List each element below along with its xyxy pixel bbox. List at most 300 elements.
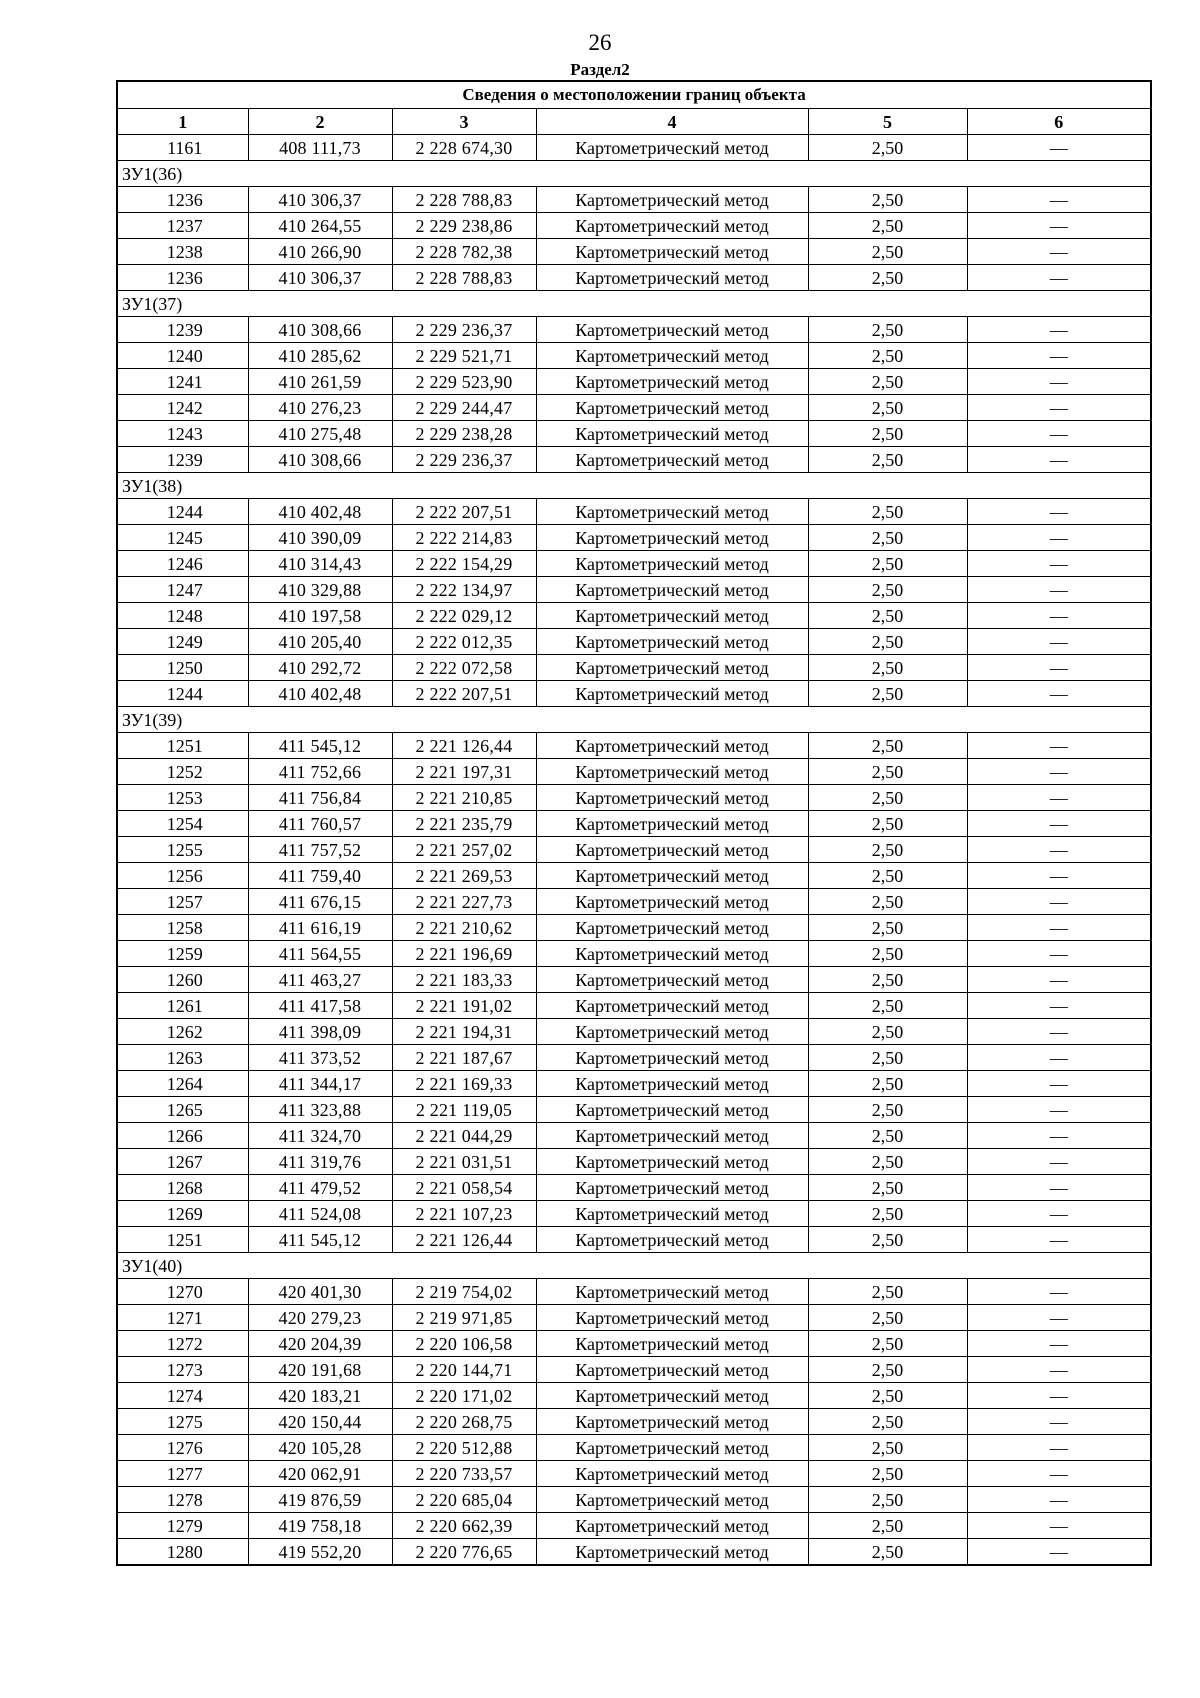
table-row [117, 317, 1151, 343]
description-cell: — [967, 915, 1151, 941]
column-number: 5 [808, 109, 967, 135]
table-row [117, 655, 1151, 681]
table-row [117, 629, 1151, 655]
table-row [117, 941, 1151, 967]
accuracy-cell: 2,50 [808, 551, 967, 577]
column-number: 4 [536, 109, 808, 135]
method-cell: Картометрический метод [536, 1435, 808, 1461]
method-cell: Картометрический метод [536, 759, 808, 785]
x-coordinate-cell: 411 479,52 [248, 1175, 392, 1201]
method-cell: Картометрический метод [536, 577, 808, 603]
y-coordinate-cell: 2 222 134,97 [392, 577, 536, 603]
point-number-cell: 1237 [117, 213, 248, 239]
x-coordinate-cell: 410 314,43 [248, 551, 392, 577]
x-coordinate-cell: 411 759,40 [248, 863, 392, 889]
x-coordinate-cell: 420 279,23 [248, 1305, 392, 1331]
y-coordinate-cell: 2 229 236,37 [392, 317, 536, 343]
point-number-cell: 1244 [117, 681, 248, 707]
x-coordinate-cell: 419 758,18 [248, 1513, 392, 1539]
method-cell: Картометрический метод [536, 1383, 808, 1409]
x-coordinate-cell: 419 876,59 [248, 1487, 392, 1513]
table-row [117, 551, 1151, 577]
y-coordinate-cell: 2 221 044,29 [392, 1123, 536, 1149]
y-coordinate-cell: 2 220 662,39 [392, 1513, 536, 1539]
accuracy-cell: 2,50 [808, 395, 967, 421]
method-cell: Картометрический метод [536, 785, 808, 811]
column-number: 2 [248, 109, 392, 135]
point-number-cell: 1236 [117, 187, 248, 213]
group-row [117, 473, 1151, 499]
accuracy-cell: 2,50 [808, 1227, 967, 1253]
method-cell: Картометрический метод [536, 1331, 808, 1357]
coordinates-table [116, 80, 1152, 1566]
accuracy-cell: 2,50 [808, 317, 967, 343]
x-coordinate-cell: 411 545,12 [248, 733, 392, 759]
x-coordinate-cell: 410 197,58 [248, 603, 392, 629]
table-row [117, 1175, 1151, 1201]
parcel-label: ЗУ1(38) [117, 473, 1151, 499]
method-cell: Картометрический метод [536, 1409, 808, 1435]
accuracy-cell: 2,50 [808, 499, 967, 525]
table-row [117, 499, 1151, 525]
parcel-label: ЗУ1(40) [117, 1253, 1151, 1279]
method-cell: Картометрический метод [536, 941, 808, 967]
method-cell: Картометрический метод [536, 1487, 808, 1513]
accuracy-cell: 2,50 [808, 1305, 967, 1331]
table-row [117, 265, 1151, 291]
group-row [117, 291, 1151, 317]
accuracy-cell: 2,50 [808, 629, 967, 655]
x-coordinate-cell: 411 676,15 [248, 889, 392, 915]
method-cell: Картометрический метод [536, 1357, 808, 1383]
accuracy-cell: 2,50 [808, 1279, 967, 1305]
point-number-cell: 1254 [117, 811, 248, 837]
x-coordinate-cell: 410 264,55 [248, 213, 392, 239]
y-coordinate-cell: 2 229 238,28 [392, 421, 536, 447]
description-cell: — [967, 863, 1151, 889]
description-cell: — [967, 1539, 1151, 1566]
table-row [117, 785, 1151, 811]
accuracy-cell: 2,50 [808, 1357, 967, 1383]
point-number-cell: 1238 [117, 239, 248, 265]
y-coordinate-cell: 2 229 244,47 [392, 395, 536, 421]
method-cell: Картометрический метод [536, 551, 808, 577]
point-number-cell: 1262 [117, 1019, 248, 1045]
y-coordinate-cell: 2 221 210,85 [392, 785, 536, 811]
y-coordinate-cell: 2 221 227,73 [392, 889, 536, 915]
description-cell: — [967, 317, 1151, 343]
y-coordinate-cell: 2 221 235,79 [392, 811, 536, 837]
accuracy-cell: 2,50 [808, 1123, 967, 1149]
method-cell: Картометрический метод [536, 1019, 808, 1045]
parcel-label: ЗУ1(36) [117, 161, 1151, 187]
group-row [117, 1253, 1151, 1279]
point-number-cell: 1260 [117, 967, 248, 993]
accuracy-cell: 2,50 [808, 1487, 967, 1513]
y-coordinate-cell: 2 221 210,62 [392, 915, 536, 941]
accuracy-cell: 2,50 [808, 187, 967, 213]
x-coordinate-cell: 410 306,37 [248, 187, 392, 213]
table-row [117, 577, 1151, 603]
y-coordinate-cell: 2 221 126,44 [392, 1227, 536, 1253]
table-row [117, 1409, 1151, 1435]
method-cell: Картометрический метод [536, 447, 808, 473]
parcel-label: ЗУ1(37) [117, 291, 1151, 317]
accuracy-cell: 2,50 [808, 811, 967, 837]
point-number-cell: 1270 [117, 1279, 248, 1305]
y-coordinate-cell: 2 222 214,83 [392, 525, 536, 551]
point-number-cell: 1251 [117, 1227, 248, 1253]
description-cell: — [967, 421, 1151, 447]
y-coordinate-cell: 2 220 171,02 [392, 1383, 536, 1409]
method-cell: Картометрический метод [536, 603, 808, 629]
y-coordinate-cell: 2 220 512,88 [392, 1435, 536, 1461]
table-row [117, 1279, 1151, 1305]
method-cell: Картометрический метод [536, 369, 808, 395]
point-number-cell: 1241 [117, 369, 248, 395]
point-number-cell: 1253 [117, 785, 248, 811]
x-coordinate-cell: 411 417,58 [248, 993, 392, 1019]
accuracy-cell: 2,50 [808, 837, 967, 863]
x-coordinate-cell: 411 373,52 [248, 1045, 392, 1071]
y-coordinate-cell: 2 229 523,90 [392, 369, 536, 395]
y-coordinate-cell: 2 221 169,33 [392, 1071, 536, 1097]
x-coordinate-cell: 411 545,12 [248, 1227, 392, 1253]
table-row [117, 1331, 1151, 1357]
point-number-cell: 1275 [117, 1409, 248, 1435]
method-cell: Картометрический метод [536, 421, 808, 447]
x-coordinate-cell: 410 306,37 [248, 265, 392, 291]
table-row [117, 447, 1151, 473]
y-coordinate-cell: 2 220 685,04 [392, 1487, 536, 1513]
y-coordinate-cell: 2 219 754,02 [392, 1279, 536, 1305]
point-number-cell: 1250 [117, 655, 248, 681]
table-caption: Сведения о местоположении границ объекта [117, 81, 1151, 109]
description-cell: — [967, 1357, 1151, 1383]
table-row [117, 1149, 1151, 1175]
accuracy-cell: 2,50 [808, 135, 967, 161]
column-number: 3 [392, 109, 536, 135]
accuracy-cell: 2,50 [808, 239, 967, 265]
column-number-row [117, 109, 1151, 135]
x-coordinate-cell: 411 323,88 [248, 1097, 392, 1123]
description-cell: — [967, 733, 1151, 759]
table-row [117, 889, 1151, 915]
table-row [117, 1071, 1151, 1097]
description-cell: — [967, 655, 1151, 681]
table-row [117, 1045, 1151, 1071]
accuracy-cell: 2,50 [808, 759, 967, 785]
method-cell: Картометрический метод [536, 1045, 808, 1071]
method-cell: Картометрический метод [536, 967, 808, 993]
y-coordinate-cell: 2 221 183,33 [392, 967, 536, 993]
method-cell: Картометрический метод [536, 1461, 808, 1487]
description-cell: — [967, 577, 1151, 603]
point-number-cell: 1236 [117, 265, 248, 291]
method-cell: Картометрический метод [536, 993, 808, 1019]
accuracy-cell: 2,50 [808, 681, 967, 707]
description-cell: — [967, 1409, 1151, 1435]
accuracy-cell: 2,50 [808, 369, 967, 395]
accuracy-cell: 2,50 [808, 1435, 967, 1461]
x-coordinate-cell: 411 752,66 [248, 759, 392, 785]
table-row [117, 1435, 1151, 1461]
x-coordinate-cell: 410 261,59 [248, 369, 392, 395]
x-coordinate-cell: 411 463,27 [248, 967, 392, 993]
accuracy-cell: 2,50 [808, 1539, 967, 1566]
description-cell: — [967, 525, 1151, 551]
description-cell: — [967, 941, 1151, 967]
x-coordinate-cell: 410 308,66 [248, 447, 392, 473]
y-coordinate-cell: 2 220 144,71 [392, 1357, 536, 1383]
accuracy-cell: 2,50 [808, 967, 967, 993]
method-cell: Картометрический метод [536, 343, 808, 369]
point-number-cell: 1239 [117, 447, 248, 473]
method-cell: Картометрический метод [536, 733, 808, 759]
method-cell: Картометрический метод [536, 1175, 808, 1201]
y-coordinate-cell: 2 219 971,85 [392, 1305, 536, 1331]
description-cell: — [967, 265, 1151, 291]
method-cell: Картометрический метод [536, 395, 808, 421]
point-number-cell: 1247 [117, 577, 248, 603]
method-cell: Картометрический метод [536, 1513, 808, 1539]
accuracy-cell: 2,50 [808, 1513, 967, 1539]
accuracy-cell: 2,50 [808, 1175, 967, 1201]
accuracy-cell: 2,50 [808, 1383, 967, 1409]
method-cell: Картометрический метод [536, 499, 808, 525]
table-row [117, 1097, 1151, 1123]
description-cell: — [967, 1513, 1151, 1539]
x-coordinate-cell: 410 292,72 [248, 655, 392, 681]
table-row [117, 421, 1151, 447]
point-number-cell: 1244 [117, 499, 248, 525]
y-coordinate-cell: 2 220 733,57 [392, 1461, 536, 1487]
x-coordinate-cell: 410 275,48 [248, 421, 392, 447]
description-cell: — [967, 1201, 1151, 1227]
description-cell: — [967, 213, 1151, 239]
table-row [117, 837, 1151, 863]
accuracy-cell: 2,50 [808, 1097, 967, 1123]
method-cell: Картометрический метод [536, 239, 808, 265]
accuracy-cell: 2,50 [808, 343, 967, 369]
accuracy-cell: 2,50 [808, 1201, 967, 1227]
method-cell: Картометрический метод [536, 681, 808, 707]
table-body [117, 135, 1151, 1566]
table-row [117, 1305, 1151, 1331]
table-row [117, 1227, 1151, 1253]
table-row [117, 1201, 1151, 1227]
accuracy-cell: 2,50 [808, 447, 967, 473]
method-cell: Картометрический метод [536, 213, 808, 239]
y-coordinate-cell: 2 222 012,35 [392, 629, 536, 655]
accuracy-cell: 2,50 [808, 889, 967, 915]
table-row [117, 1539, 1151, 1566]
x-coordinate-cell: 410 276,23 [248, 395, 392, 421]
column-number: 6 [967, 109, 1151, 135]
point-number-cell: 1248 [117, 603, 248, 629]
table-row [117, 1461, 1151, 1487]
x-coordinate-cell: 410 285,62 [248, 343, 392, 369]
point-number-cell: 1257 [117, 889, 248, 915]
y-coordinate-cell: 2 220 268,75 [392, 1409, 536, 1435]
point-number-cell: 1252 [117, 759, 248, 785]
table-row [117, 1357, 1151, 1383]
table-row [117, 811, 1151, 837]
x-coordinate-cell: 420 105,28 [248, 1435, 392, 1461]
x-coordinate-cell: 411 324,70 [248, 1123, 392, 1149]
point-number-cell: 1274 [117, 1383, 248, 1409]
point-number-cell: 1240 [117, 343, 248, 369]
point-number-cell: 1258 [117, 915, 248, 941]
accuracy-cell: 2,50 [808, 915, 967, 941]
method-cell: Картометрический метод [536, 525, 808, 551]
method-cell: Картометрический метод [536, 1279, 808, 1305]
point-number-cell: 1271 [117, 1305, 248, 1331]
y-coordinate-cell: 2 221 126,44 [392, 733, 536, 759]
point-number-cell: 1246 [117, 551, 248, 577]
accuracy-cell: 2,50 [808, 1149, 967, 1175]
accuracy-cell: 2,50 [808, 785, 967, 811]
table-row [117, 759, 1151, 785]
group-row [117, 707, 1151, 733]
accuracy-cell: 2,50 [808, 1331, 967, 1357]
point-number-cell: 1255 [117, 837, 248, 863]
x-coordinate-cell: 410 266,90 [248, 239, 392, 265]
point-number-cell: 1267 [117, 1149, 248, 1175]
y-coordinate-cell: 2 222 207,51 [392, 681, 536, 707]
y-coordinate-cell: 2 221 058,54 [392, 1175, 536, 1201]
point-number-cell: 1268 [117, 1175, 248, 1201]
x-coordinate-cell: 410 390,09 [248, 525, 392, 551]
description-cell: — [967, 1097, 1151, 1123]
point-number-cell: 1243 [117, 421, 248, 447]
description-cell: — [967, 499, 1151, 525]
y-coordinate-cell: 2 221 257,02 [392, 837, 536, 863]
method-cell: Картометрический метод [536, 863, 808, 889]
accuracy-cell: 2,50 [808, 603, 967, 629]
table-row [117, 967, 1151, 993]
description-cell: — [967, 1045, 1151, 1071]
x-coordinate-cell: 411 344,17 [248, 1071, 392, 1097]
x-coordinate-cell: 420 204,39 [248, 1331, 392, 1357]
x-coordinate-cell: 411 756,84 [248, 785, 392, 811]
method-cell: Картометрический метод [536, 1227, 808, 1253]
column-number: 1 [117, 109, 248, 135]
y-coordinate-cell: 2 228 674,30 [392, 135, 536, 161]
point-number-cell: 1242 [117, 395, 248, 421]
y-coordinate-cell: 2 221 107,23 [392, 1201, 536, 1227]
description-cell: — [967, 993, 1151, 1019]
method-cell: Картометрический метод [536, 1539, 808, 1566]
table-row [117, 733, 1151, 759]
method-cell: Картометрический метод [536, 837, 808, 863]
table-row [117, 915, 1151, 941]
y-coordinate-cell: 2 221 031,51 [392, 1149, 536, 1175]
method-cell: Картометрический метод [536, 1071, 808, 1097]
description-cell: — [967, 811, 1151, 837]
description-cell: — [967, 135, 1151, 161]
y-coordinate-cell: 2 221 197,31 [392, 759, 536, 785]
point-number-cell: 1276 [117, 1435, 248, 1461]
point-number-cell: 1277 [117, 1461, 248, 1487]
accuracy-cell: 2,50 [808, 941, 967, 967]
point-number-cell: 1272 [117, 1331, 248, 1357]
table-row [117, 1019, 1151, 1045]
y-coordinate-cell: 2 220 106,58 [392, 1331, 536, 1357]
point-number-cell: 1273 [117, 1357, 248, 1383]
y-coordinate-cell: 2 229 236,37 [392, 447, 536, 473]
y-coordinate-cell: 2 221 119,05 [392, 1097, 536, 1123]
y-coordinate-cell: 2 228 782,38 [392, 239, 536, 265]
accuracy-cell: 2,50 [808, 265, 967, 291]
x-coordinate-cell: 408 111,73 [248, 135, 392, 161]
accuracy-cell: 2,50 [808, 993, 967, 1019]
y-coordinate-cell: 2 221 196,69 [392, 941, 536, 967]
x-coordinate-cell: 420 150,44 [248, 1409, 392, 1435]
y-coordinate-cell: 2 222 072,58 [392, 655, 536, 681]
accuracy-cell: 2,50 [808, 655, 967, 681]
description-cell: — [967, 1175, 1151, 1201]
description-cell: — [967, 239, 1151, 265]
point-number-cell: 1245 [117, 525, 248, 551]
y-coordinate-cell: 2 229 521,71 [392, 343, 536, 369]
point-number-cell: 1279 [117, 1513, 248, 1539]
accuracy-cell: 2,50 [808, 1461, 967, 1487]
table-row [117, 343, 1151, 369]
description-cell: — [967, 889, 1151, 915]
description-cell: — [967, 1019, 1151, 1045]
description-cell: — [967, 1123, 1151, 1149]
y-coordinate-cell: 2 221 194,31 [392, 1019, 536, 1045]
description-cell: — [967, 343, 1151, 369]
method-cell: Картометрический метод [536, 265, 808, 291]
description-cell: — [967, 1305, 1151, 1331]
y-coordinate-cell: 2 221 191,02 [392, 993, 536, 1019]
table-row [117, 603, 1151, 629]
description-cell: — [967, 759, 1151, 785]
method-cell: Картометрический метод [536, 629, 808, 655]
x-coordinate-cell: 410 205,40 [248, 629, 392, 655]
point-number-cell: 1269 [117, 1201, 248, 1227]
description-cell: — [967, 629, 1151, 655]
description-cell: — [967, 1461, 1151, 1487]
y-coordinate-cell: 2 221 187,67 [392, 1045, 536, 1071]
y-coordinate-cell: 2 221 269,53 [392, 863, 536, 889]
y-coordinate-cell: 2 228 788,83 [392, 265, 536, 291]
x-coordinate-cell: 410 329,88 [248, 577, 392, 603]
table-row [117, 239, 1151, 265]
point-number-cell: 1259 [117, 941, 248, 967]
table-row [117, 187, 1151, 213]
accuracy-cell: 2,50 [808, 733, 967, 759]
point-number-cell: 1278 [117, 1487, 248, 1513]
method-cell: Картометрический метод [536, 1305, 808, 1331]
method-cell: Картометрический метод [536, 1201, 808, 1227]
x-coordinate-cell: 410 402,48 [248, 681, 392, 707]
accuracy-cell: 2,50 [808, 577, 967, 603]
method-cell: Картометрический метод [536, 889, 808, 915]
description-cell: — [967, 395, 1151, 421]
method-cell: Картометрический метод [536, 1097, 808, 1123]
table-row [117, 993, 1151, 1019]
point-number-cell: 1261 [117, 993, 248, 1019]
method-cell: Картометрический метод [536, 655, 808, 681]
section-label: Раздел2 [570, 60, 630, 79]
parcel-label: ЗУ1(39) [117, 707, 1151, 733]
description-cell: — [967, 1435, 1151, 1461]
point-number-cell: 1265 [117, 1097, 248, 1123]
description-cell: — [967, 1149, 1151, 1175]
